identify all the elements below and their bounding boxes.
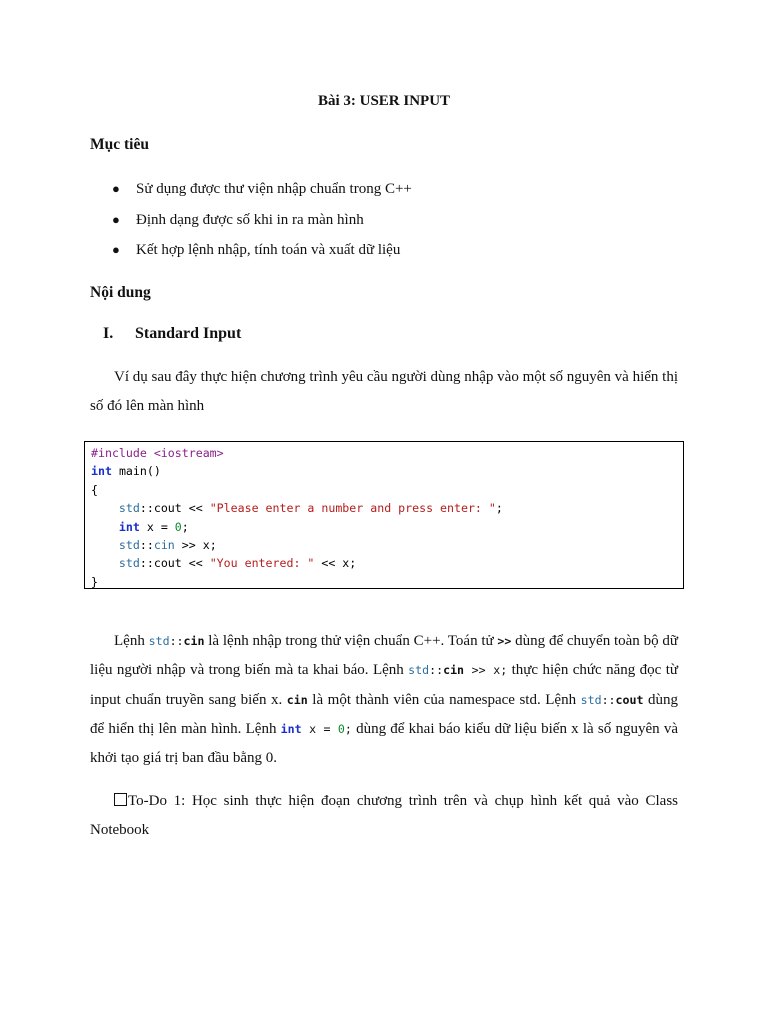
checkbox-icon [114, 793, 127, 806]
code-listing: #include <iostream> int main() { std::cout << "Please enter a number and press enter: "; int x = 0; std::cin >> x; std::cout << "You entered: " << x; } [91, 446, 503, 589]
page-title: Bài 3: USER INPUT [317, 93, 451, 109]
list-item-text: Sử dụng được thư viện nhập chuẩn trong C++ [136, 181, 412, 197]
list-item-text: Định dạng được số khi in ra màn hình [136, 211, 364, 228]
list-item-text: Kết hợp lệnh nhập, tính toán và xuất dữ liệu [136, 242, 401, 258]
bullet-icon: ● [112, 211, 120, 227]
objectives-list [112, 178, 412, 270]
explanation-paragraph: Lệnh std::cin là lệnh nhập trong thử viện chuẩn C++. Toán tử >> dùng để chuyển toàn bộ dữ liệu người nhập và trong biến mà ta khai báo. Lệnh std::cin >> x; thực hiện chức năng đọc từ input chuẩn truyền sang biến x. cin là một thành viên của namespace std. Lệnh std::cout dùng để hiển thị lên màn hình. Lệnh int x = 0; dùng để khai báo kiểu dữ liệu biến x là số nguyên và khởi tạo giá trị ban đầu bằng 0. [90, 633, 679, 767]
content-heading: Nội dung [90, 284, 151, 301]
objectives-heading: Mục tiêu [90, 136, 149, 153]
section-number: I. [103, 325, 114, 342]
section-heading [103, 325, 241, 343]
list-item [112, 178, 412, 209]
code-block [84, 441, 684, 589]
list-item [112, 209, 412, 240]
list-item [112, 239, 412, 270]
todo-text: To-Do 1: Học sinh thực hiện đoạn chương trình trên và chụp hình kết quả vào Class Notebook [90, 793, 678, 839]
section-title: Standard Input [135, 325, 242, 342]
todo-paragraph [90, 787, 678, 846]
intro-paragraph [90, 363, 678, 422]
bullet-icon: ● [112, 242, 120, 257]
intro-text: Ví dụ sau đây thực hiện chương trình yêu cầu người dùng nhập vào một số nguyên và hiển thị số đó lên màn hình [90, 369, 678, 415]
bullet-icon: ● [112, 181, 120, 196]
